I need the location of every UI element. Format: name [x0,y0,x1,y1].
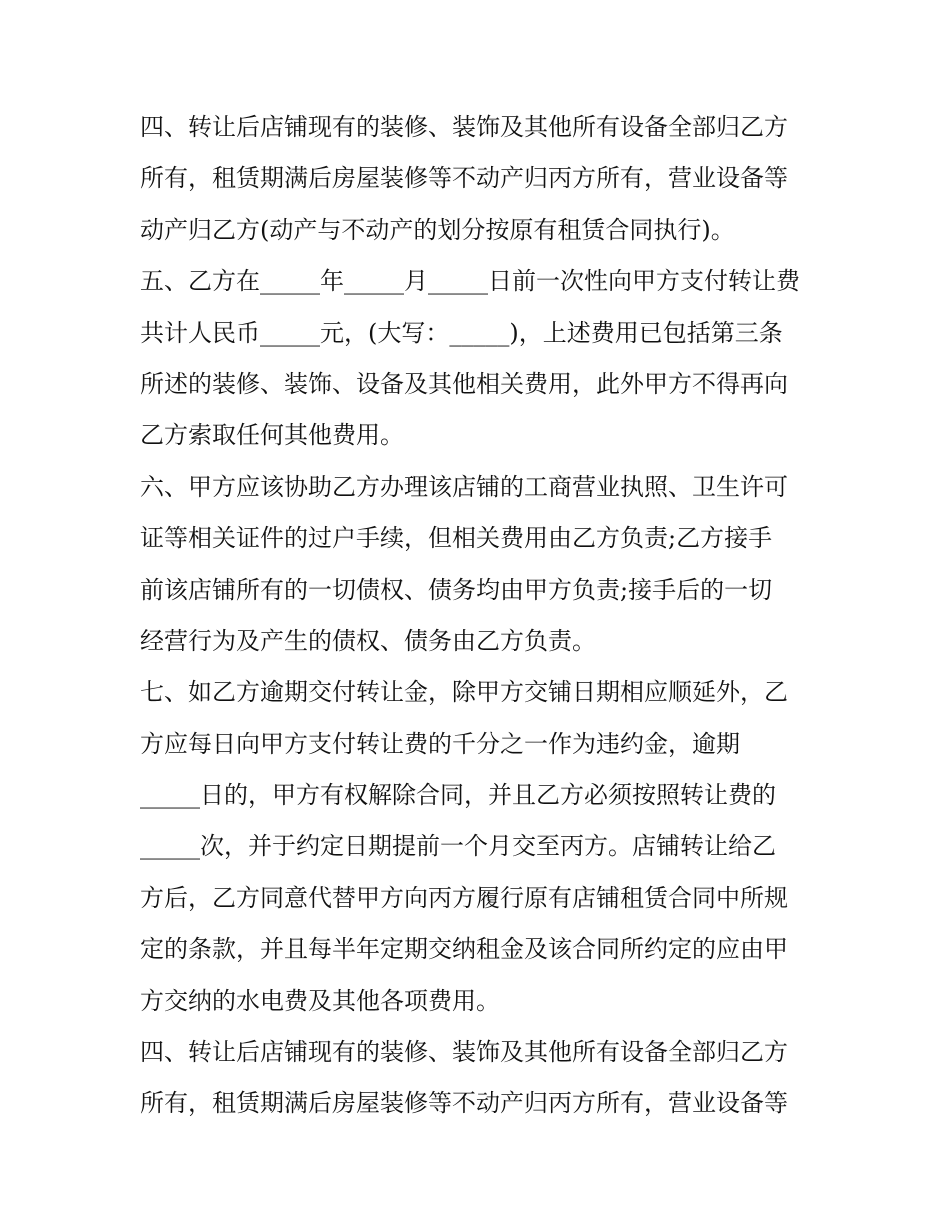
text-line: 乙方索取任何其他费用。 [140,421,404,450]
text-line: 经营行为及产生的债权、债务由乙方负责。 [140,626,596,655]
text-line: 共计人民币_____元，(大写：_____)，上述费用已包括第三条 [140,318,783,347]
text-line: 所有，租赁期满后房屋装修等不动产归丙方所有，营业设备等 [140,1089,788,1118]
text-line: 前该店铺所有的一切债权、债务均由甲方负责;接手后的一切 [140,575,773,604]
text-line: _____次，并于约定日期提前一个月交至丙方。店铺转让给乙 [140,832,776,861]
text-line: 所述的装修、装饰、设备及其他相关费用，此外甲方不得再向 [140,369,788,398]
text-line: 所有，租赁期满后房屋装修等不动产归丙方所有，营业设备等 [140,164,788,193]
text-line: 四、转让后店铺现有的装修、装饰及其他所有设备全部归乙方 [140,113,788,141]
text-line: 动产归乙方(动产与不动产的划分按原有租赁合同执行)。 [140,215,735,244]
text-line: 五、乙方在_____年_____月_____日前一次性向甲方支付转让费 [140,267,800,296]
text-line: 四、转让后店铺现有的装修、装饰及其他所有设备全部归乙方 [140,1038,788,1067]
text-line: _____日的，甲方有权解除合同，并且乙方必须按照转让费的 [140,781,776,810]
clause-5-paragraph [140,256,816,462]
document-body [140,102,816,1130]
clause-4-paragraph [140,102,816,256]
text-line: 七、如乙方逾期交付转让金，除甲方交铺日期相应顺延外，乙 [140,678,788,707]
text-line: 证等相关证件的过户手续，但相关费用由乙方负责;乙方接手 [140,524,773,553]
text-line: 六、甲方应该协助乙方办理该店铺的工商营业执照、卫生许可 [140,472,788,501]
clause-6-paragraph [140,462,816,668]
text-line: 定的条款，并且每半年定期交纳租金及该合同所约定的应由甲 [140,935,788,964]
text-line: 方后，乙方同意代替甲方向丙方履行原有店铺租赁合同中所规 [140,883,788,912]
clause-4-repeat-paragraph [140,1027,816,1130]
text-line: 方应每日向甲方支付转让费的千分之一作为违约金，逾期 [140,729,740,758]
clause-7-paragraph [140,667,816,1027]
text-line: 方交纳的水电费及其他各项费用。 [140,986,500,1015]
